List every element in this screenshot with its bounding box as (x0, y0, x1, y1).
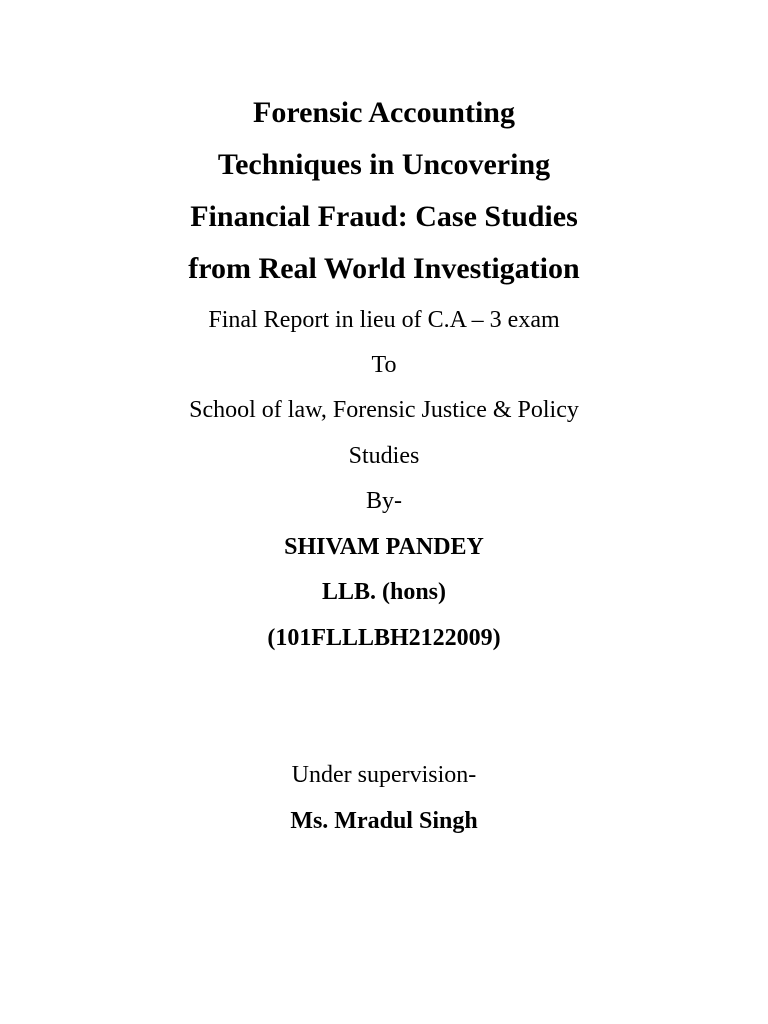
supervisor-name: Ms. Mradul Singh (290, 808, 478, 834)
title-line-1: Forensic Accounting (253, 96, 515, 129)
title-line-2: Techniques in Uncovering (217, 148, 551, 181)
report-subtitle: Final Report in lieu of C.A – 3 exam (208, 307, 560, 333)
author-name: SHIVAM PANDEY (284, 534, 484, 560)
author-degree: LLB. (hons) (321, 579, 447, 605)
school-line-2: Studies (348, 443, 420, 469)
school-line-1: School of law, Forensic Justice & Policy (189, 397, 579, 423)
author-enrollment: (101FLLLBH2122009) (267, 625, 501, 651)
supervision-label: Under supervision- (291, 762, 477, 788)
title-line-3: Financial Fraud: Case Studies (190, 200, 578, 233)
by-label: By- (366, 488, 402, 514)
to-label: To (371, 352, 397, 378)
title-line-4: from Real World Investigation (188, 252, 580, 285)
